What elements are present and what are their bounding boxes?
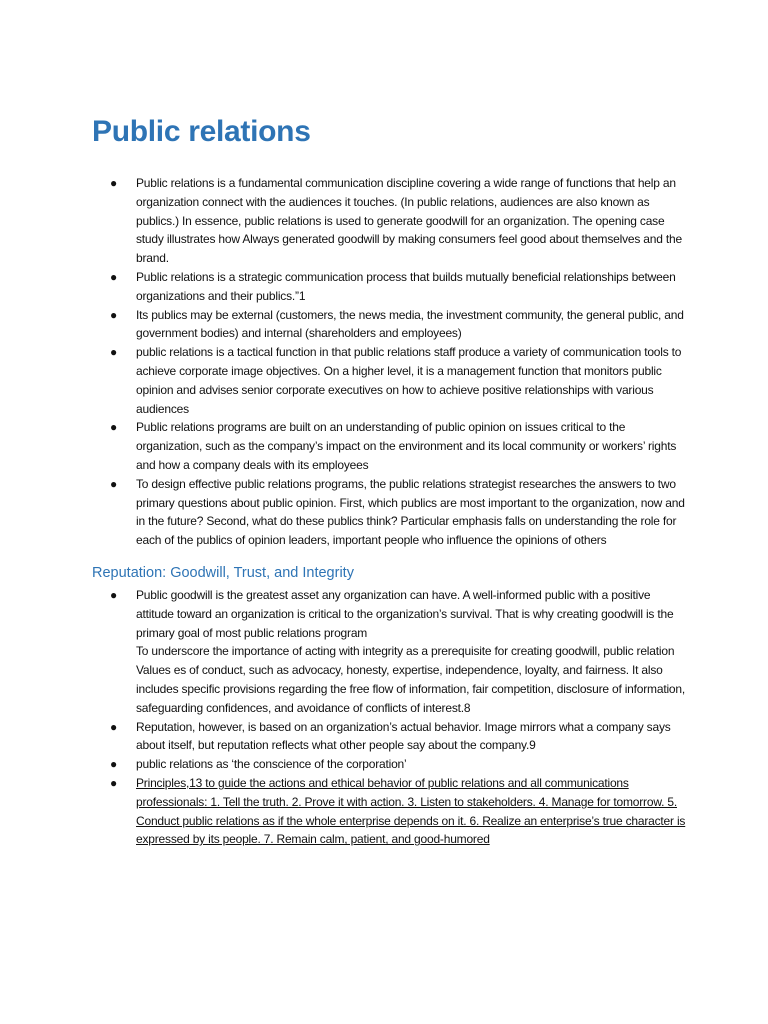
list-item <box>92 418 688 474</box>
bullet-icon: ● <box>110 345 118 360</box>
list-item-text: Public goodwill is the greatest asset any organization can have. A well-informed public with a positive attitude toward an organization is critical to the organization’s survival. That is why creating goodwill is the primary goal of most public relations program <box>136 587 674 640</box>
list-item-text: Reputation, however, is based on an organization’s actual behavior. Image mirrors what a company says about itself, but reputation reflects what other people say about the company.9 <box>136 719 671 753</box>
list-item <box>92 174 688 268</box>
bullet-icon: ● <box>110 587 118 602</box>
page-title: Public relations <box>92 115 311 148</box>
section-heading: Reputation: Goodwill, Trust, and Integrity <box>92 564 354 581</box>
principles-text: Principles,13 to guide the actions and ethical behavior of public relations and all communications professionals: 1. Tell the truth. 2. Prove it with action. 3. Listen to stakeholders. 4. Manage for tomorrow. 5. Conduct public relations as if the whole enterprise depends on it. 6. Realize an enterprise’s true character is expressed by its people. 7. Remain calm, patient, and good-humored <box>136 775 686 847</box>
bullet-icon: ● <box>110 775 118 790</box>
list-item <box>92 306 688 344</box>
section2-list <box>92 586 688 849</box>
list-item-text: Values es of conduct, such as advocacy, honesty, expertise, independence, loyalty, and fairness. It also includes specific provisions regarding the free flow of information, fair competition, disclosure of information, safeguarding confidences, and avoidance of conflicts of interest.8 <box>136 663 686 715</box>
bullet-icon: ● <box>110 476 118 491</box>
section1-list <box>92 174 688 550</box>
bullet-icon: ● <box>110 757 118 772</box>
list-item-text: public relations is a tactical function in that public relations staff produce a variety of communication tools to achieve corporate image objectives. On a higher level, it is a management function that monitors public opinion and advises senior corporate executives on how to achieve positive relationships with various audiences <box>136 345 682 416</box>
list-item-text: Public relations programs are built on an understanding of public opinion on issues critical to the organization, such as the company’s impact on the environment and its local community or workers’ rights and how a company deals with its employees <box>136 420 677 472</box>
list-item-text: public relations as ‘the conscience of the corporation’ <box>136 757 407 772</box>
list-item-text: Public relations is a fundamental communication discipline covering a wide range of functions that help an organization connect with the audiences it touches. (In public relations, audiences are also known as publics.) In essence, public relations is used to generate goodwill for an organization. The opening case study illustrates how Always generated goodwill by making consumers feel good about themselves and the brand. <box>136 176 682 266</box>
list-item-text: To design effective public relations programs, the public relations strategist researches the answers to two primary questions about public opinion. First, which publics are most important to the organization, now and in the future? Second, what do these publics think? Particular emphasis falls on understanding the role for each of the publics of opinion leaders, important people who influence the opinions of others <box>136 476 685 548</box>
list-item-text: To underscore the importance of acting with integrity as a prerequisite for creating goodwill, public relation <box>136 644 675 659</box>
list-item <box>92 475 688 550</box>
list-item-text: Public relations is a strategic communication process that builds mutually beneficial relationships between organizations and their publics.”1 <box>136 269 676 303</box>
list-item <box>92 774 688 849</box>
bullet-icon: ● <box>110 420 118 435</box>
bullet-icon: ● <box>110 269 118 284</box>
bullet-icon: ● <box>110 719 118 734</box>
bullet-icon: ● <box>110 307 118 322</box>
list-item <box>92 718 688 756</box>
list-item <box>92 586 688 718</box>
list-item-text: Its publics may be external (customers, the news media, the investment community, the general public, and government bodies) and internal (shareholders and employees) <box>136 307 684 341</box>
bullet-icon: ● <box>110 176 118 190</box>
list-item <box>92 343 688 418</box>
list-item <box>92 755 688 774</box>
list-item <box>92 268 688 306</box>
